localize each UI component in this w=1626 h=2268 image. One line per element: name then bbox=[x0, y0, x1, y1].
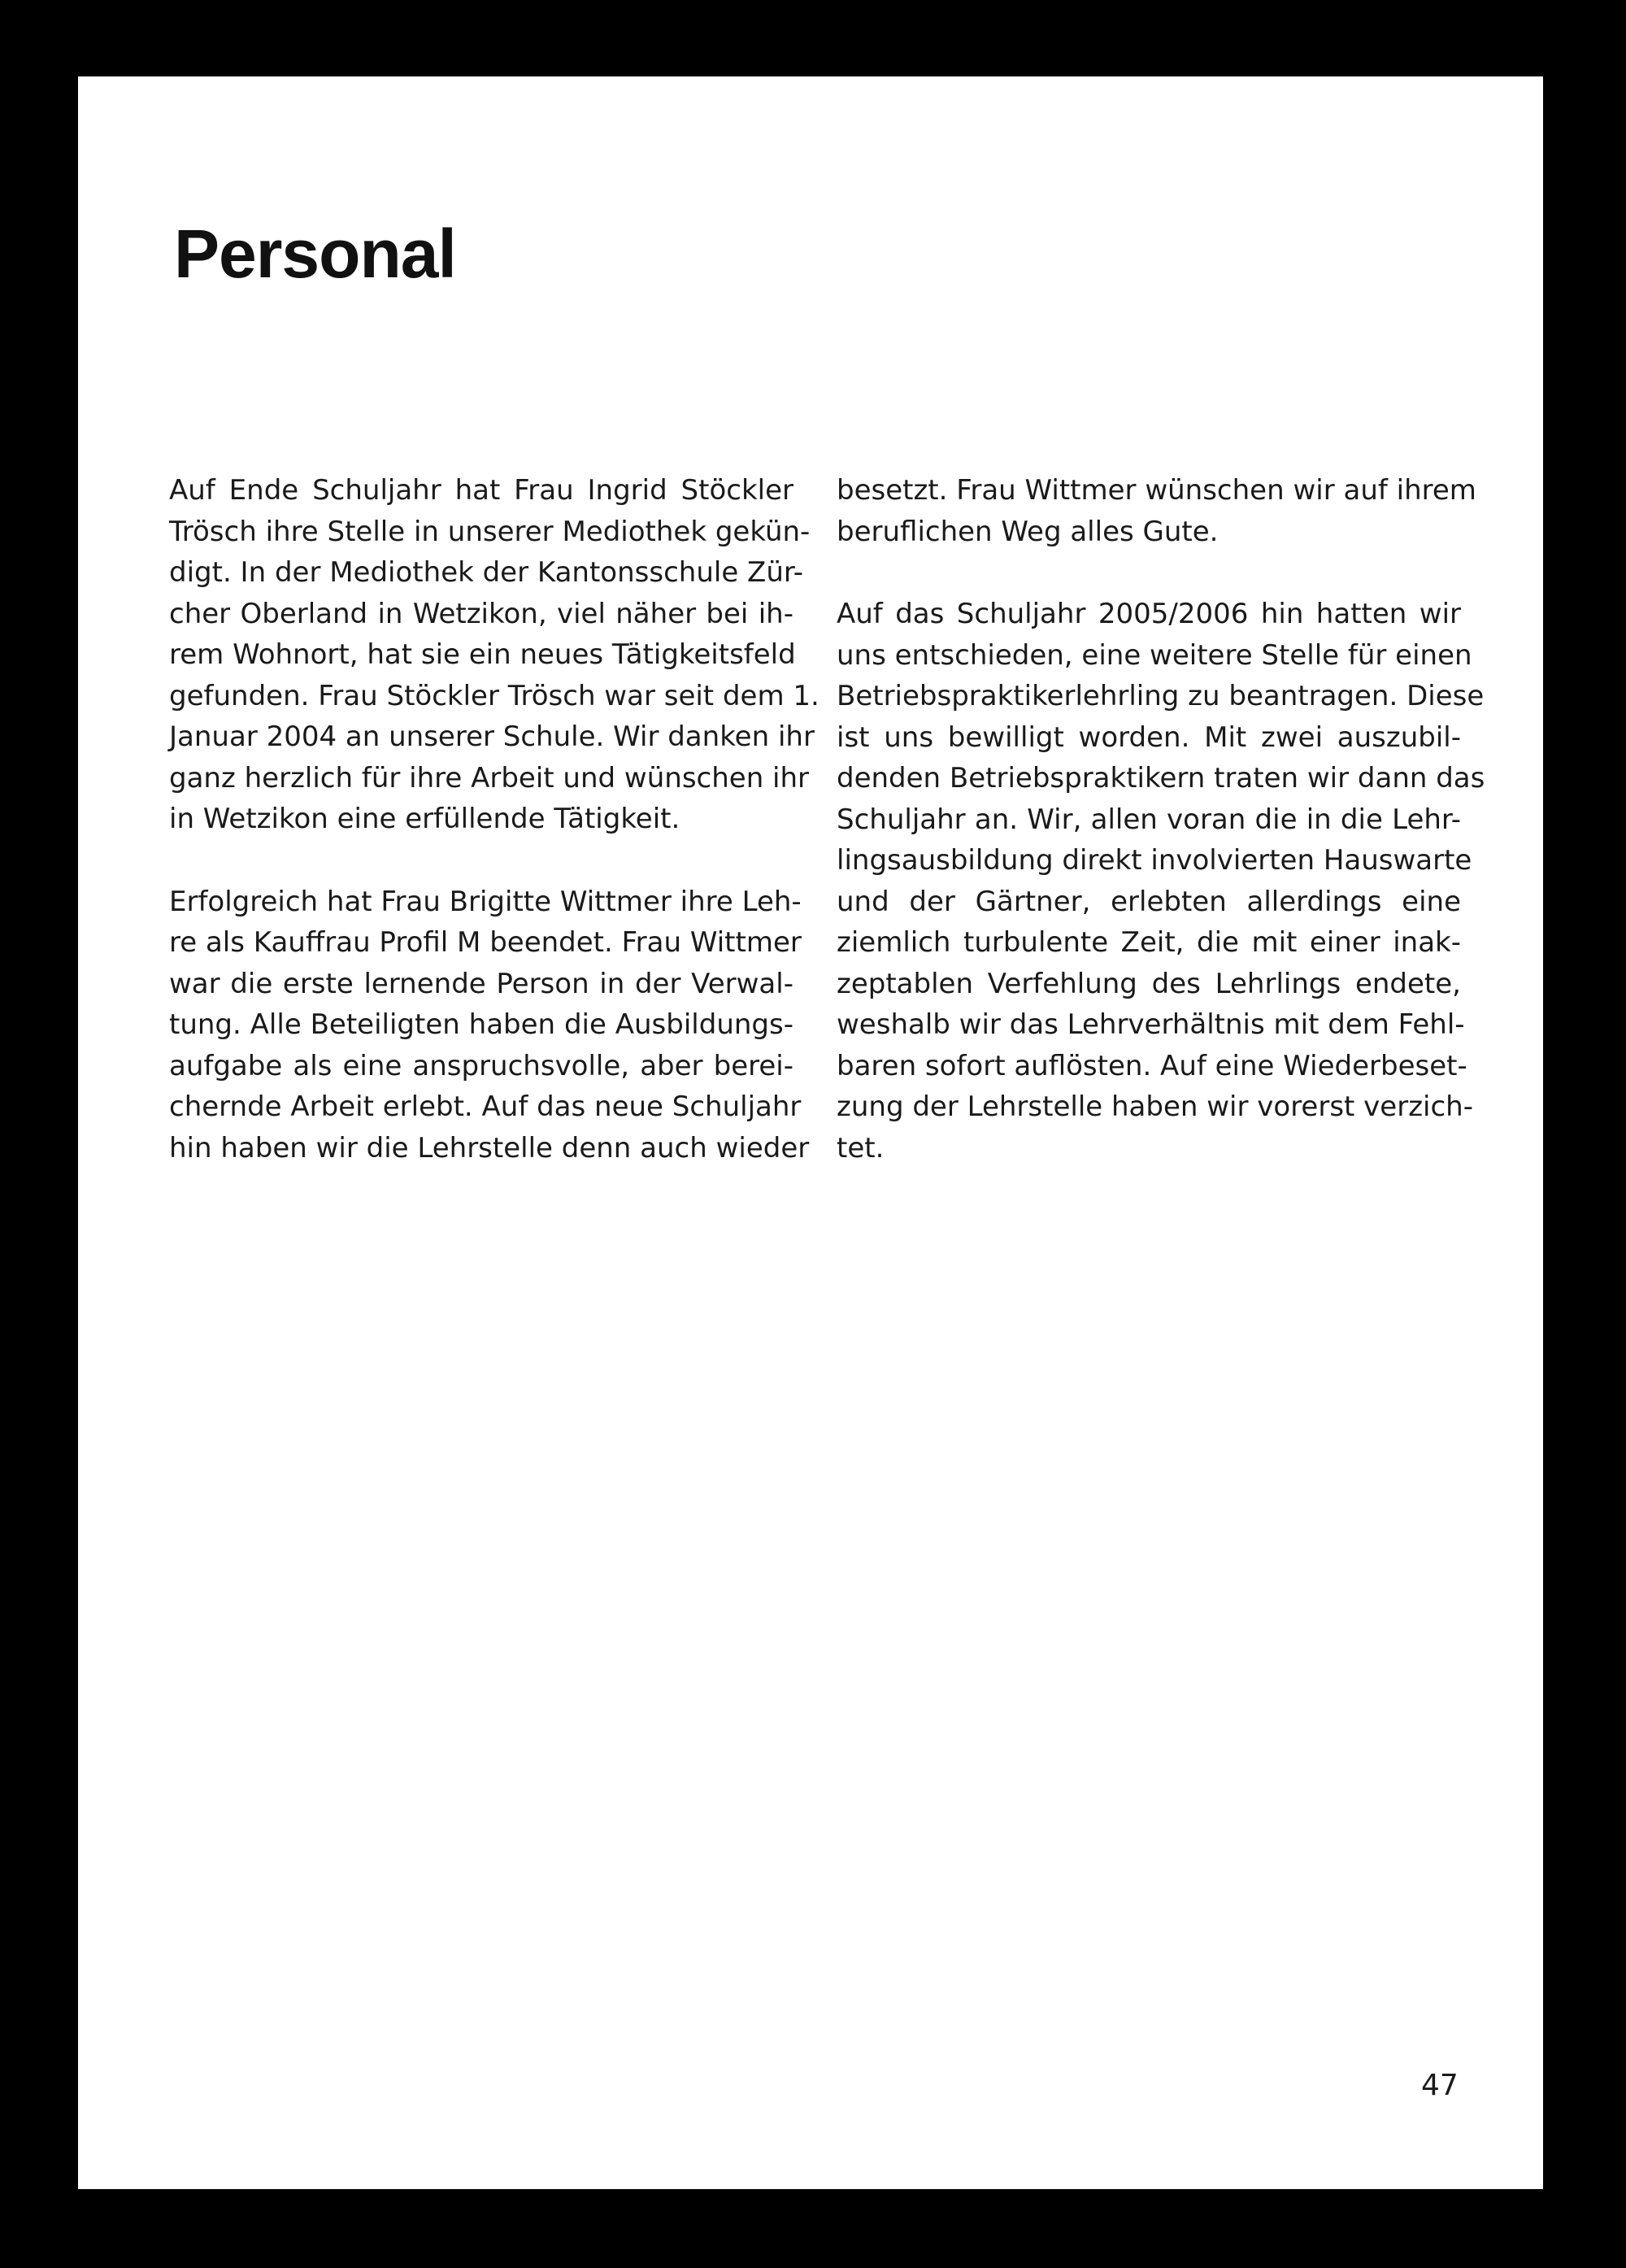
text-line: hin haben wir die Lehrstelle denn auch wieder bbox=[169, 1131, 810, 1164]
text-line: weshalb wir das Lehrverhältnis mit dem Fehl- bbox=[837, 1008, 1465, 1041]
paragraph-gap bbox=[837, 552, 1461, 594]
text-line: uns entschieden, eine weitere Stelle für einen bbox=[837, 638, 1472, 672]
left-column bbox=[169, 470, 820, 1169]
page-number: 47 bbox=[1421, 2069, 1459, 2102]
text-line: cher Oberland in Wetzikon, viel näher bei ih- bbox=[169, 597, 793, 630]
text-line: digt. In der Mediothek der Kantonsschule Zür- bbox=[169, 556, 803, 589]
text-line: zeptablen Verfehlung des Lehrlings endete, bbox=[837, 967, 1461, 1000]
text-line: gefunden. Frau Stöckler Trösch war seit dem 1. bbox=[169, 679, 820, 712]
paragraph bbox=[837, 594, 1485, 1169]
text-line: re als Kauffrau Profil M beendet. Frau Wittmer bbox=[169, 926, 802, 959]
text-line: baren sofort auflösten. Auf eine Wiederbeset- bbox=[837, 1049, 1467, 1082]
text-line: Trösch ihre Stelle in unserer Mediothek gekün- bbox=[169, 515, 811, 548]
text-line: ziemlich turbulente Zeit, die mit einer inak- bbox=[837, 926, 1461, 959]
text-line: besetzt. Frau Wittmer wünschen wir auf ihrem bbox=[837, 474, 1476, 507]
text-line: Erfolgreich hat Frau Brigitte Wittmer ihre Leh- bbox=[169, 885, 802, 918]
text-line: denden Betriebspraktikern traten wir dann das bbox=[837, 762, 1485, 794]
text-line: chernde Arbeit erlebt. Auf das neue Schuljahr bbox=[169, 1090, 802, 1123]
text-line: zung der Lehrstelle haben wir vorerst verzich- bbox=[837, 1090, 1473, 1123]
text-line: und der Gärtner, erlebten allerdings eine bbox=[837, 885, 1461, 918]
text-line: tung. Alle Beteiligten haben die Ausbildungs- bbox=[169, 1008, 793, 1041]
page-title: Personal bbox=[174, 215, 456, 292]
paragraph bbox=[837, 470, 1476, 552]
paragraph bbox=[169, 470, 820, 840]
text-line: rem Wohnort, hat sie ein neues Tätigkeitsfeld bbox=[169, 638, 796, 671]
text-line: war die erste lernende Person in der Verwal- bbox=[169, 967, 793, 1000]
right-column bbox=[837, 470, 1485, 1169]
text-line: Schuljahr an. Wir, allen voran die in die Lehr- bbox=[837, 803, 1461, 836]
text-line: lingsausbildung direkt involvierten Hauswarte bbox=[837, 844, 1472, 877]
text-line: Betriebspraktikerlehrling zu beantragen. Diese bbox=[837, 680, 1485, 712]
text-line: Auf das Schuljahr 2005/2006 hin hatten wir bbox=[837, 598, 1461, 630]
text-line: in Wetzikon eine erfüllende Tätigkeit. bbox=[169, 803, 680, 835]
text-line: beruflichen Weg alles Gute. bbox=[837, 515, 1219, 548]
paragraph bbox=[169, 882, 810, 1169]
text-line: aufgabe als eine anspruchsvolle, aber berei- bbox=[169, 1049, 793, 1082]
text-line: Auf Ende Schuljahr hat Frau Ingrid Stöckler bbox=[169, 474, 793, 507]
text-line: ist uns bewilligt worden. Mit zwei auszubil- bbox=[837, 720, 1461, 754]
paragraph-gap bbox=[169, 840, 793, 882]
text-line: Januar 2004 an unserer Schule. Wir danken ihr bbox=[169, 720, 815, 753]
text-line: tet. bbox=[837, 1131, 885, 1164]
text-line: ganz herzlich für ihre Arbeit und wünschen ihr bbox=[169, 761, 810, 794]
